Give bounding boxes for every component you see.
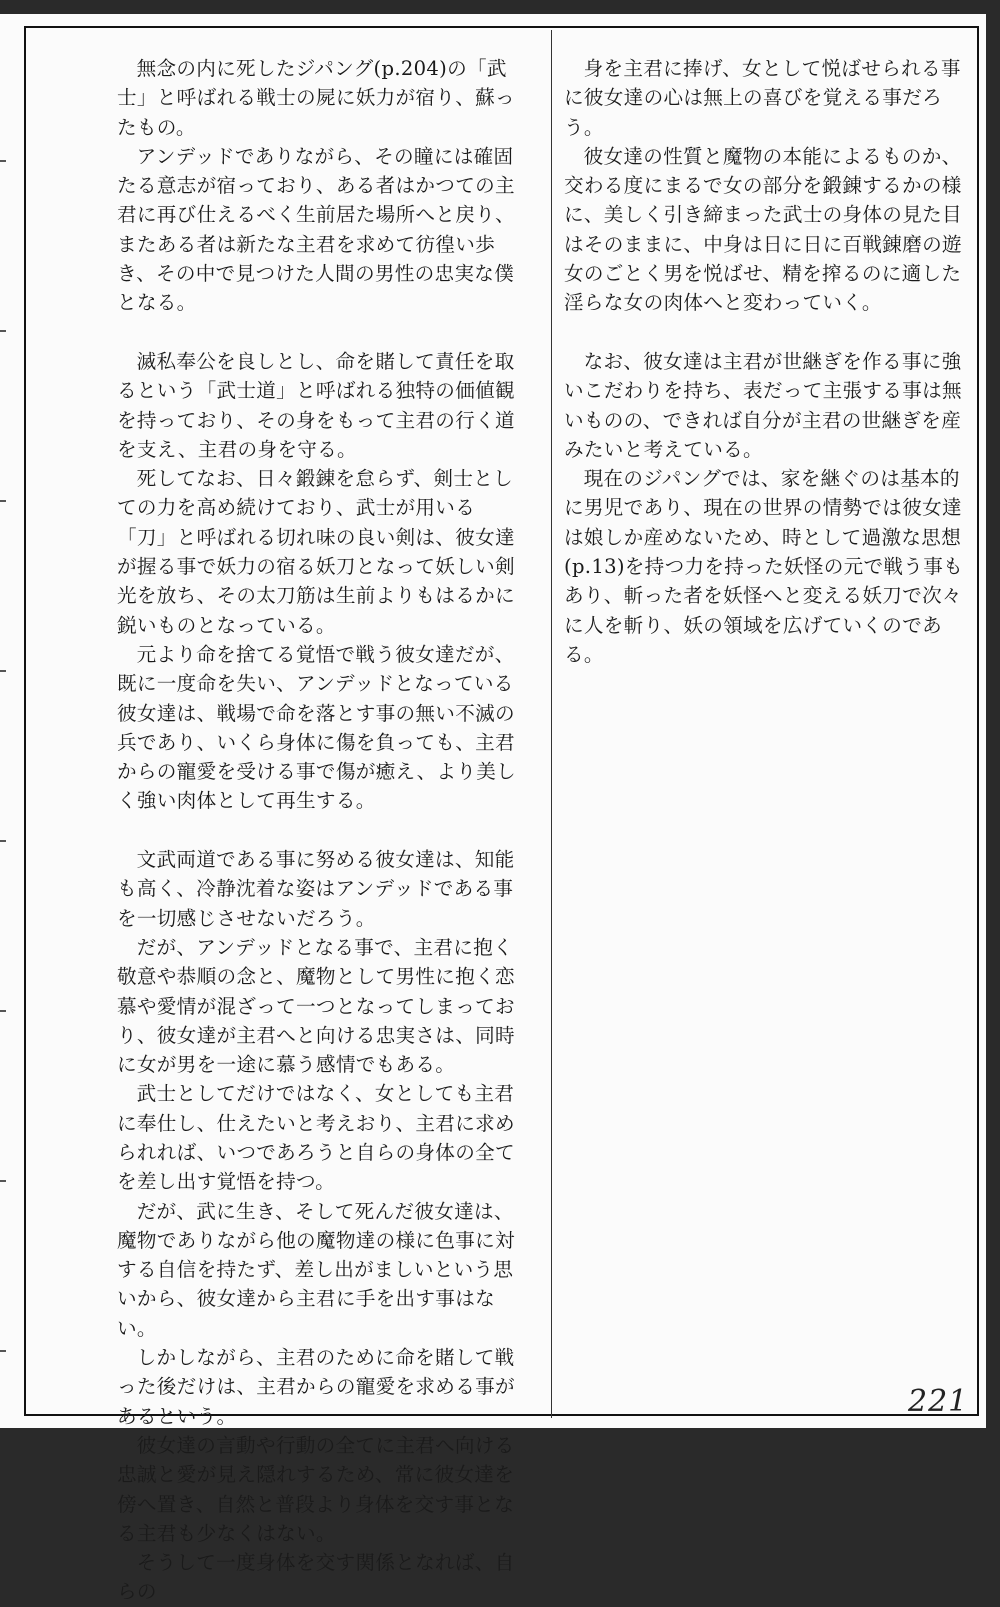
paragraph: アンデッドでありながら、その瞳には確固たる意志が宿っており、ある者はかつての主君に再び仕えるべく生前居た場所へと戻り、またある者は新たな主君を求めて彷徨い歩き、その中で見つけた人間の男性の忠実な僕となる。 bbox=[117, 144, 515, 315]
binding-mark bbox=[0, 1180, 6, 1182]
book-page bbox=[0, 14, 986, 1604]
paragraph: 彼女達の言動や行動の全てに主君へ向ける忠誠と愛が見え隠れするため、常に彼女達を傍へ置き、自然と普段より身体を交す事となる主君も少なくはない。 bbox=[117, 1433, 515, 1545]
paragraph: 文武両道である事に努める彼女達は、知能も高く、冷静沈着な姿はアンデッドである事を一切感じさせないだろう。 bbox=[117, 848, 515, 930]
paragraph: だが、アンデッドとなる事で、主君に抱く敬意や恭順の念と、魔物として男性に抱く恋慕や愛情が混ざって一つとなってしまっており、彼女達が主君へと向ける忠実さは、同時に女が男を一途に慕う感情でもある。 bbox=[117, 935, 515, 1077]
paragraph: 死してなお、日々鍛錬を怠らず、剣士としての力を高め続けており、武士が用いる「刀」と呼ばれる切れ味の良い剣は、彼女達が握る事で妖力の宿る妖刀となって妖しい剣光を放ち、その太刀筋は生前よりもはるかに鋭いものとなっている。 bbox=[117, 467, 515, 637]
page-number: 221 bbox=[908, 1384, 969, 1419]
right-column bbox=[564, 54, 964, 669]
column-divider bbox=[551, 30, 552, 1418]
binding-mark bbox=[0, 500, 6, 502]
binding-mark bbox=[0, 840, 6, 842]
paragraph: だが、武に生き、そして死んだ彼女達は、魔物でありながら他の魔物達の様に色事に対する自信を持たず、差し出がましいという思いから、彼女達から主君に手を出す事はない。 bbox=[117, 1199, 515, 1340]
paragraph: そうして一度身体を交す関係となれば、自らの bbox=[117, 1551, 515, 1604]
binding-mark bbox=[0, 160, 6, 162]
binding-mark bbox=[0, 670, 6, 672]
paragraph: 武士としてだけではなく、女としても主君に奉仕し、仕えたいと考えおり、主君に求められれば、いつであろうと自らの身体の全てを差し出す覚悟を持つ。 bbox=[117, 1082, 515, 1194]
paragraph: 現在のジパングでは、家を継ぐのは基本的に男児であり、現在の世界の情勢では彼女達は娘しか産めないため、時として過激な思想(p.13)を持つ力を持った妖怪の元で戦う事もあり、斬った者を妖怪へと変える妖刀で次々に人を斬り、妖の領域を広げていくのである。 bbox=[564, 467, 963, 666]
paragraph-gap bbox=[564, 318, 964, 347]
paragraph: なお、彼女達は主君が世継ぎを作る事に強いこだわりを持ち、表だって主張する事は無いものの、できれば自分が主君の世継ぎを産みたいと考えている。 bbox=[564, 349, 962, 461]
binding-mark bbox=[0, 1350, 6, 1352]
binding-mark bbox=[0, 330, 6, 332]
paragraph: しかしながら、主君のために命を賭して戦った後だけは、主君からの寵愛を求める事があるという。 bbox=[117, 1346, 515, 1428]
binding-mark bbox=[0, 1010, 6, 1012]
paragraph: 彼女達の性質と魔物の本能によるものか、交わる度にまるで女の部分を鍛錬するかの様に、美しく引き締まった武士の身体の見た目はそのままに、中身は日に日に百戦錬磨の遊女のごとく男を悦ばせ、精を搾るのに適した淫らな女の肉体へと変わっていく。 bbox=[564, 144, 962, 315]
paragraph-gap bbox=[117, 318, 517, 347]
paragraph: 無念の内に死したジパング(p.204)の「武士」と呼ばれる戦士の屍に妖力が宿り、蘇ったもの。 bbox=[117, 57, 515, 139]
paragraph-gap bbox=[117, 816, 517, 845]
paragraph: 滅私奉公を良しとし、命を賭して責任を取るという「武士道」と呼ばれる独特の価値観を持っており、その身をもって主君の行く道を支え、主君の身を守る。 bbox=[117, 349, 515, 461]
paragraph: 元より命を捨てる覚悟で戦う彼女達だが、既に一度命を失い、アンデッドとなっている彼女達は、戦場で命を落とす事の無い不滅の兵であり、いくら身体に傷を負っても、主君からの寵愛を受ける事で傷が癒え、より美しく強い肉体として再生する。 bbox=[117, 642, 517, 813]
paragraph: 身を主君に捧げ、女として悦ばせられる事に彼女達の心は無上の喜びを覚える事だろう。 bbox=[564, 57, 961, 139]
left-column bbox=[117, 54, 517, 1607]
